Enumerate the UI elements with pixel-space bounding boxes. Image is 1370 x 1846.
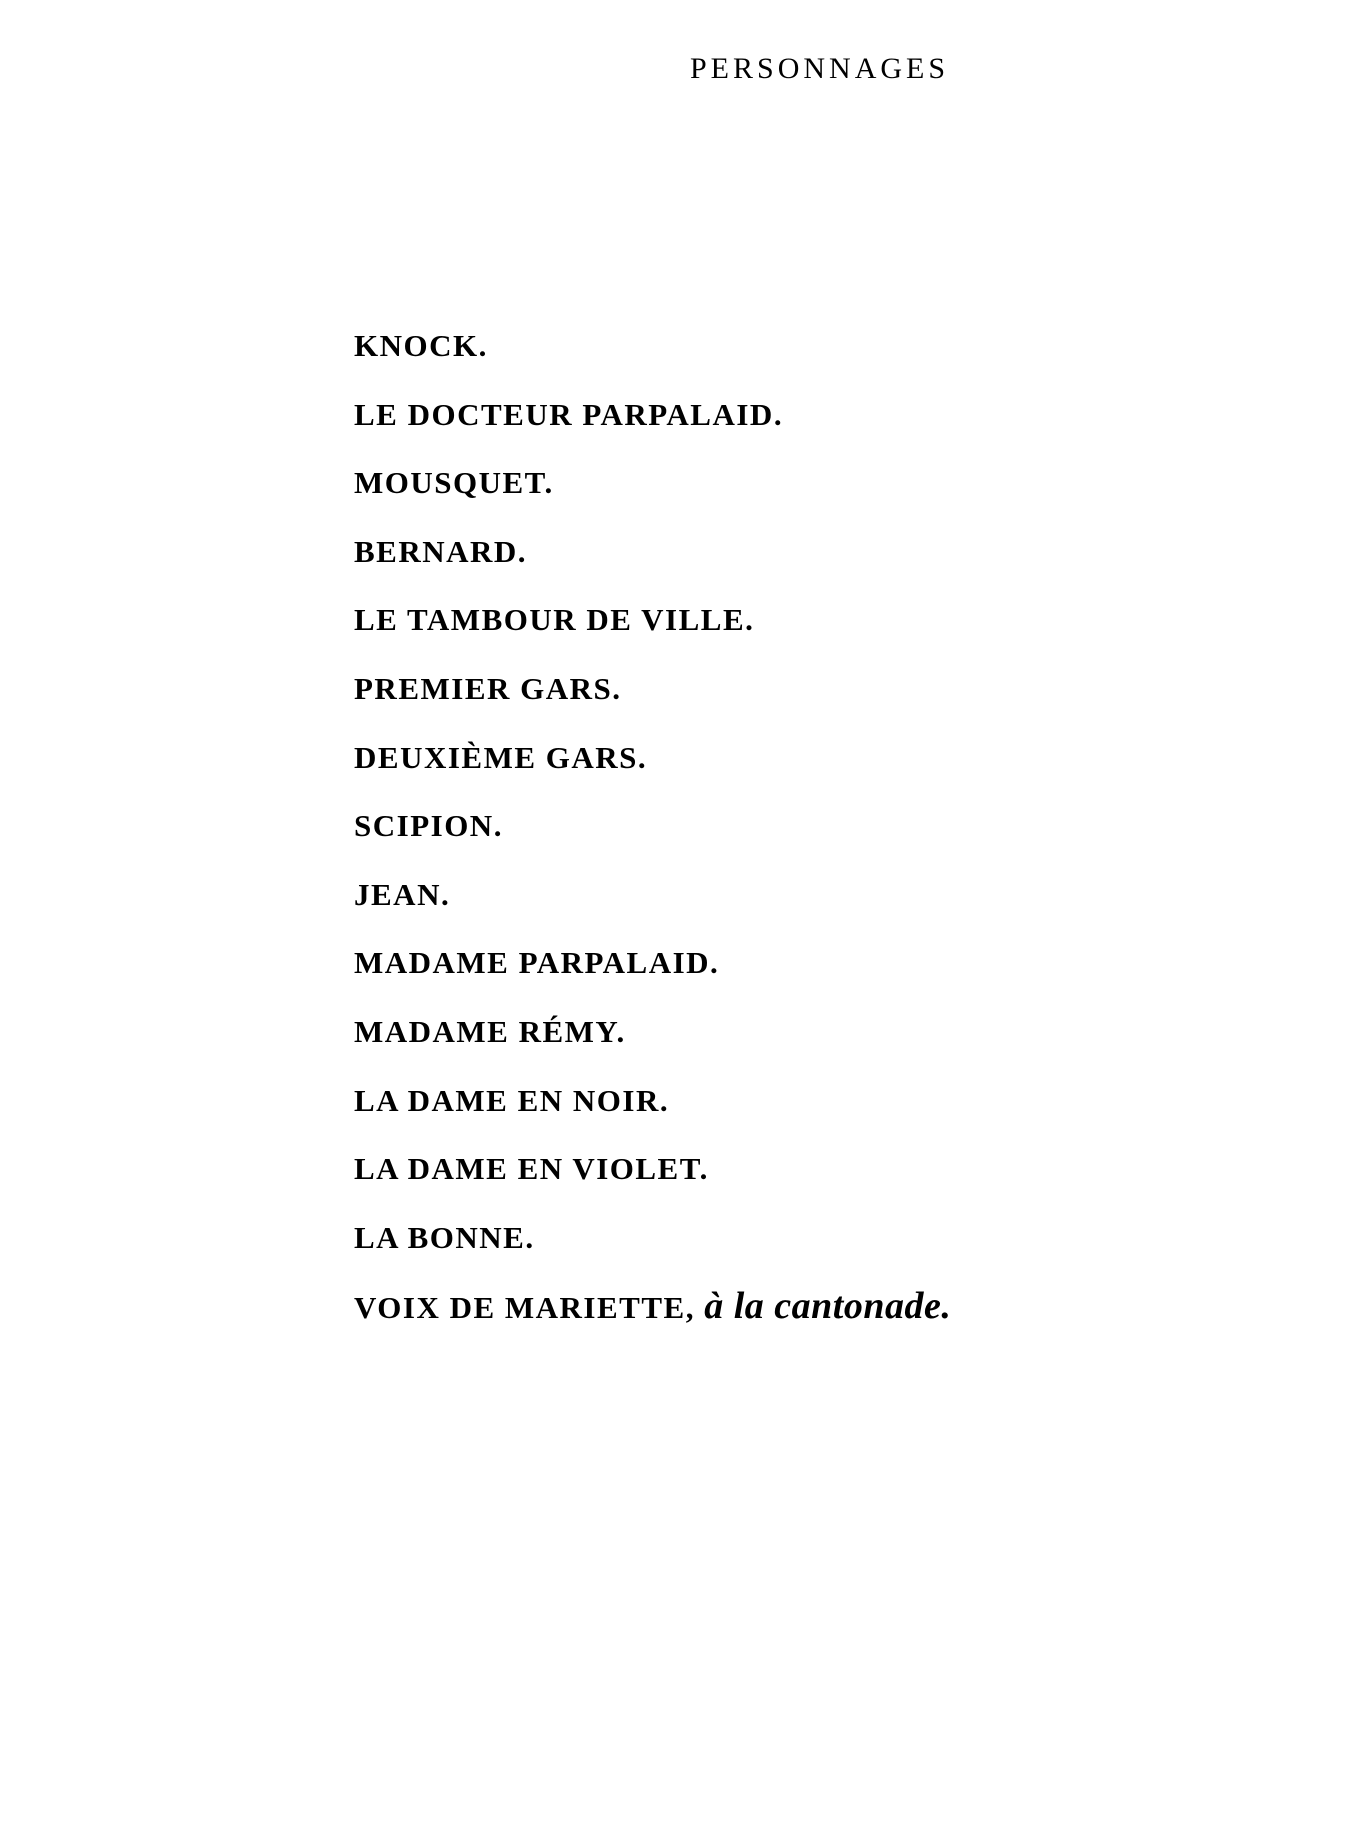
cast-item: SCIPION. — [354, 808, 503, 844]
cast-item: DEUXIÈME GARS. — [354, 739, 648, 775]
cast-item-name: VOIX DE MARIETTE, — [354, 1290, 695, 1326]
cast-item: PREMIER GARS. — [354, 670, 622, 706]
cast-item: LA DAME EN NOIR. — [354, 1082, 670, 1118]
cast-item: LE TAMBOUR DE VILLE. — [354, 602, 755, 638]
cast-item: MADAME RÉMY. — [354, 1013, 626, 1049]
cast-item: KNOCK. — [354, 328, 488, 363]
cast-item: LA BONNE. — [354, 1219, 535, 1255]
cast-item: MADAME PARPALAID. — [354, 945, 720, 981]
cast-item: BERNARD. — [354, 533, 528, 569]
cast-item: JEAN. — [354, 876, 451, 912]
cast-list — [354, 324, 951, 1353]
cast-item: MOUSQUET. — [354, 465, 554, 501]
cast-item: LA DAME EN VIOLET. — [354, 1151, 709, 1187]
cast-item-last — [354, 1284, 951, 1353]
stage-direction: à la cantonade. — [704, 1285, 952, 1328]
cast-item: LE DOCTEUR PARPALAID. — [354, 396, 784, 432]
page-title: PERSONNAGES — [690, 52, 950, 85]
